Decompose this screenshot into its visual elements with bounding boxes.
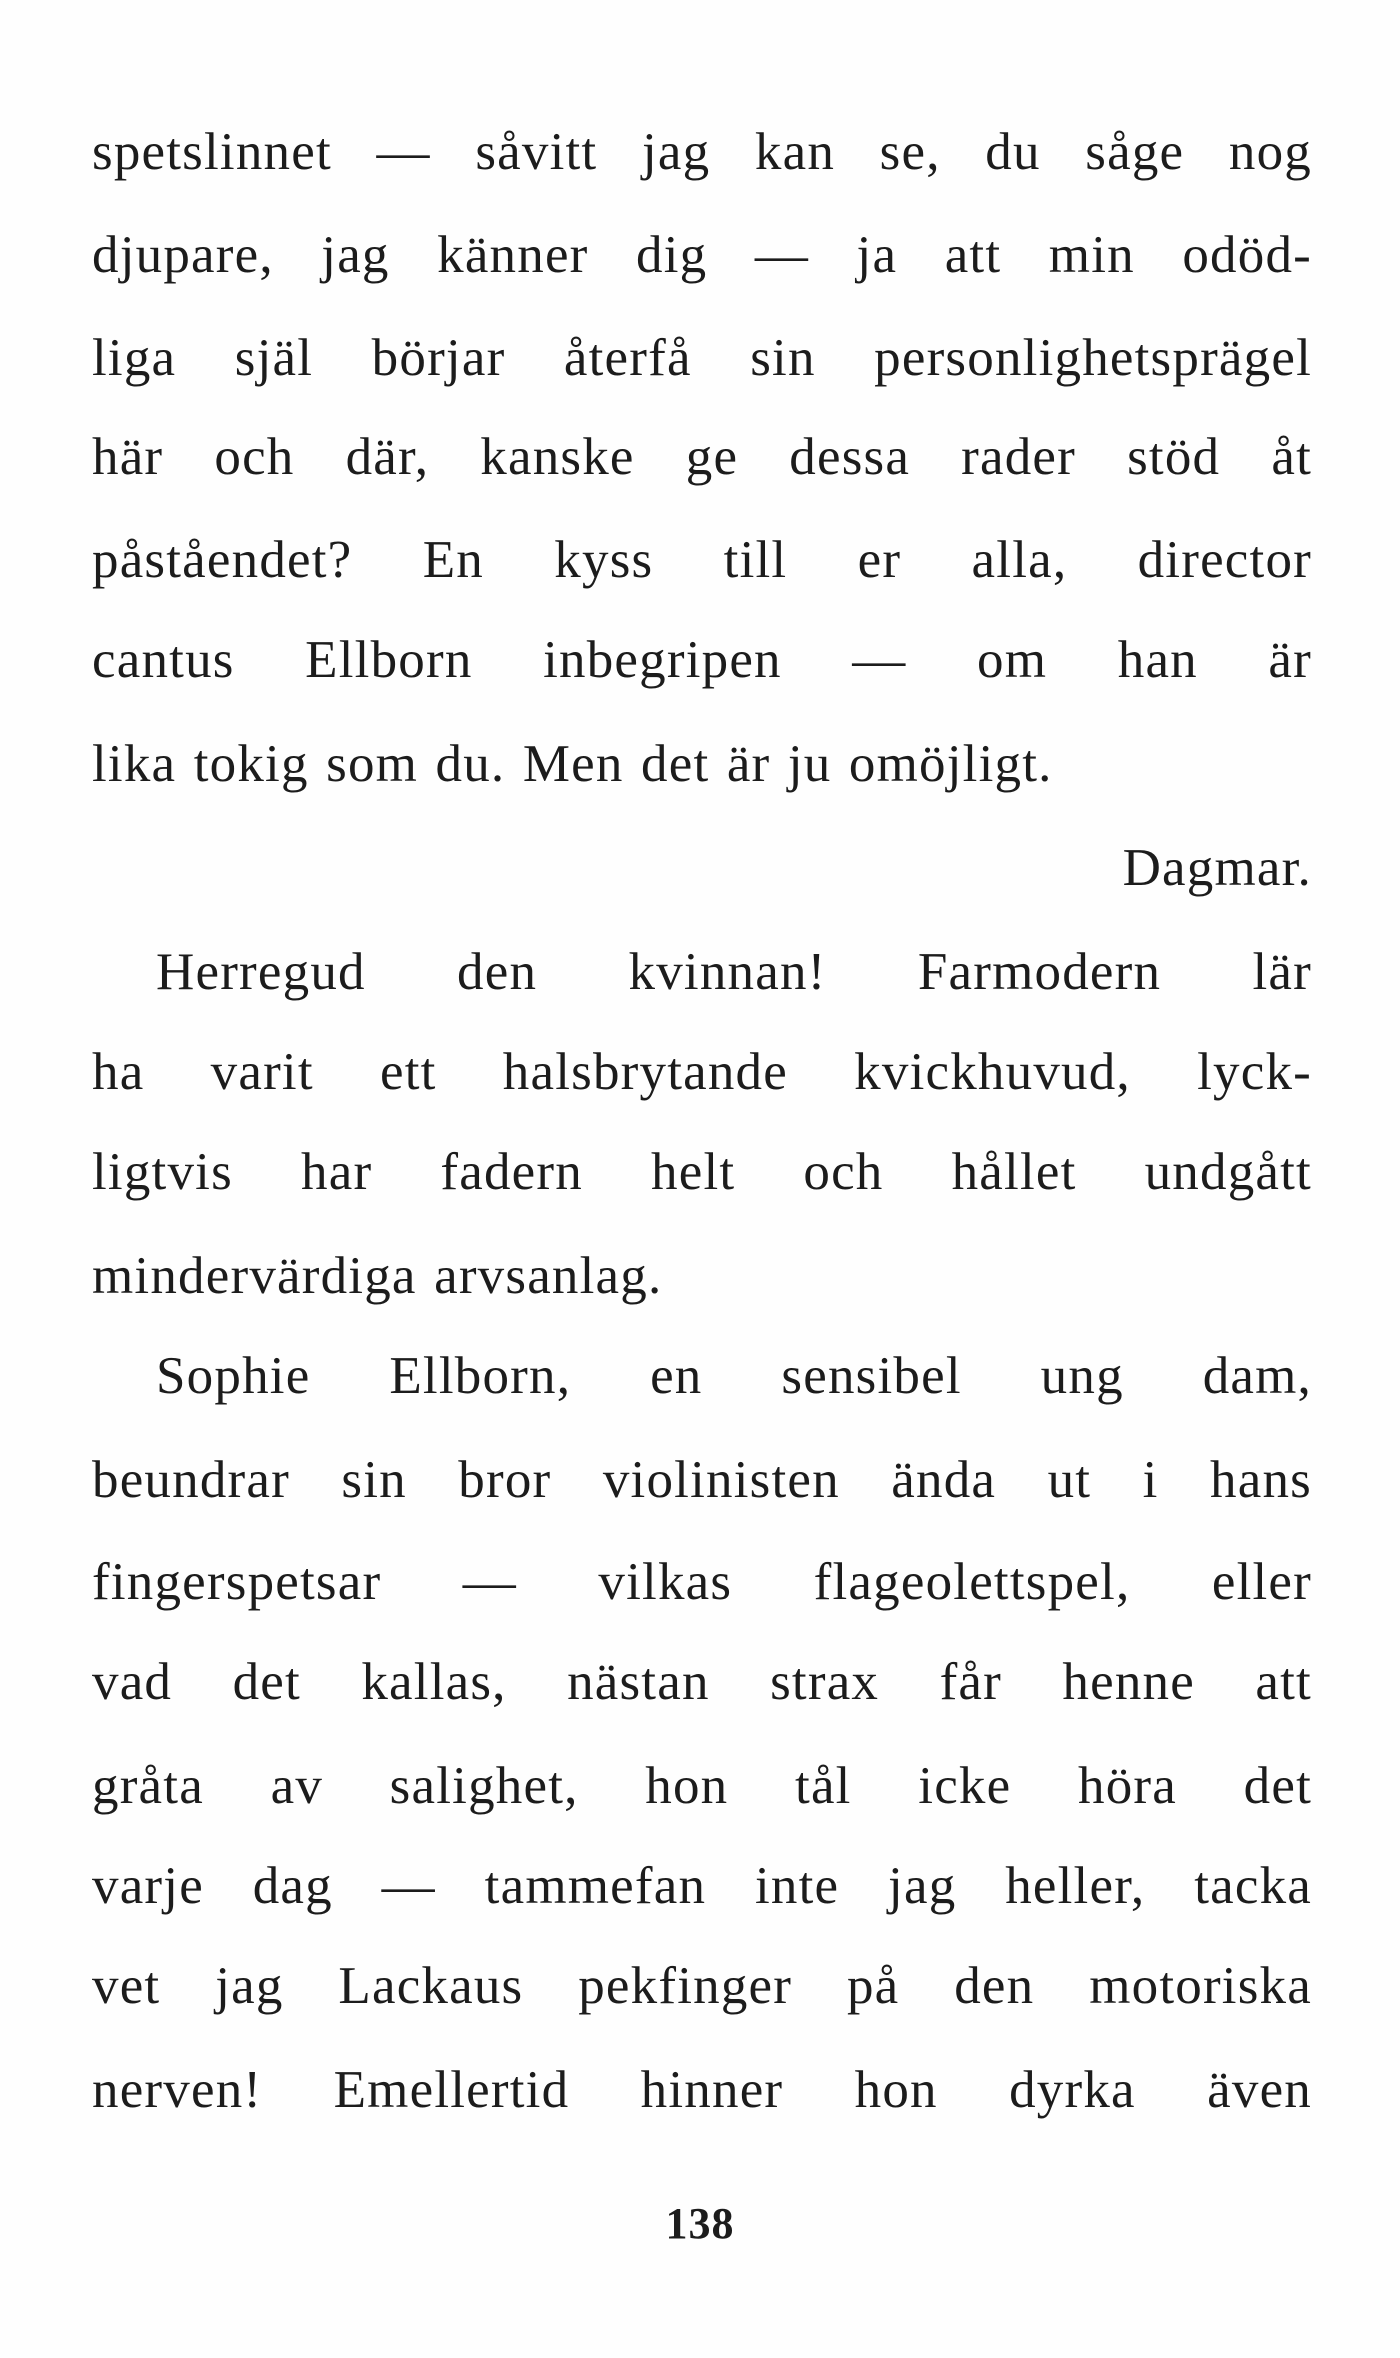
text-line: varje dag — tammefan inte jag heller, tacka — [92, 1857, 1312, 1915]
text-line: Herregud den kvinnan! Farmodern lär — [156, 943, 1312, 1001]
text-line: liga själ börjar återfå sin personlighetsprägel — [92, 329, 1312, 387]
text-line: djupare, jag känner dig — ja att min odöd- — [92, 226, 1312, 284]
text-line: cantus Ellborn inbegripen — om han är — [92, 631, 1312, 689]
text-line: gråta av salighet, hon tål icke höra det — [92, 1757, 1312, 1815]
text-line: Sophie Ellborn, en sensibel ung dam, — [156, 1347, 1312, 1405]
text-line: spetslinnet — såvitt jag kan se, du såge nog — [92, 123, 1312, 181]
text-line: här och där, kanske ge dessa rader stöd åt — [92, 428, 1312, 486]
text-line: vet jag Lackaus pekfinger på den motoriska — [92, 1957, 1312, 2015]
text-line: mindervärdiga arvsanlag. — [92, 1247, 663, 1305]
text-line: påståendet? En kyss till er alla, director — [92, 531, 1312, 589]
text-line: vad det kallas, nästan strax får henne att — [92, 1653, 1312, 1711]
text-line: fingerspetsar — vilkas flageolettspel, eller — [92, 1553, 1312, 1611]
text-line: nerven! Emellertid hinner hon dyrka även — [92, 2061, 1312, 2119]
text-line: ha varit ett halsbrytande kvickhuvud, lyck- — [92, 1043, 1312, 1101]
text-line: beundrar sin bror violinisten ända ut i hans — [92, 1451, 1312, 1509]
page-number: 138 — [665, 2199, 735, 2248]
text-line: ligtvis har fadern helt och hållet undgått — [92, 1143, 1312, 1201]
text-line: lika tokig som du. Men det är ju omöjligt. — [92, 735, 1053, 793]
signature: Dagmar. — [1122, 839, 1312, 897]
